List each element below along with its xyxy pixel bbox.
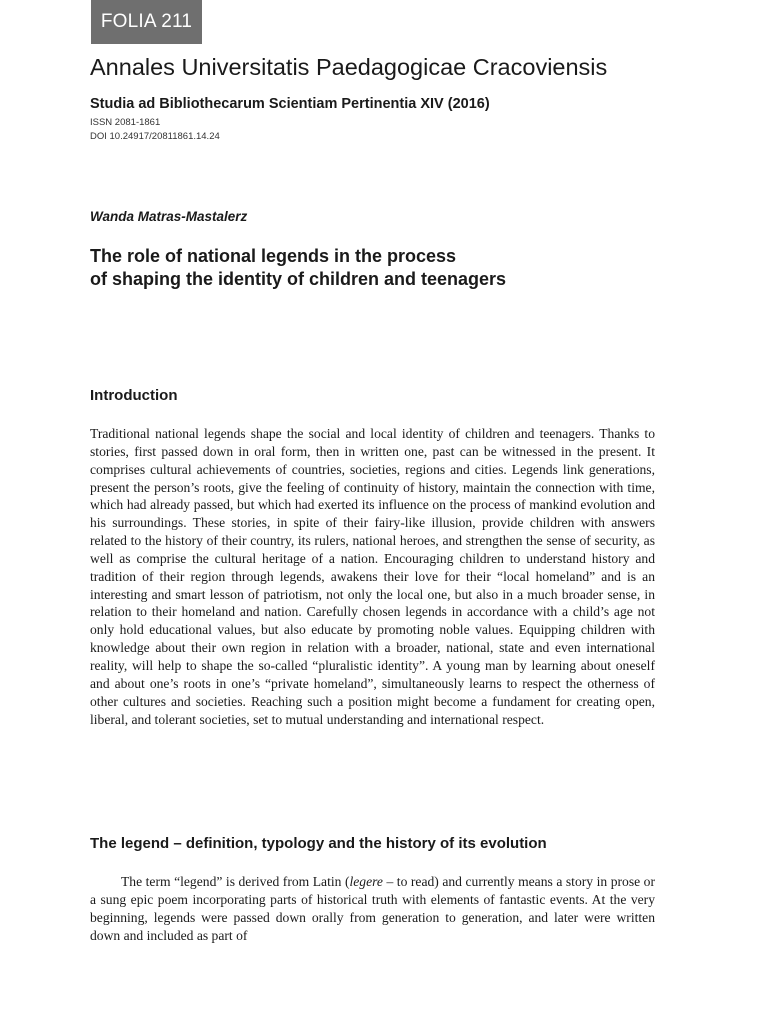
- section-heading-legend-definition: The legend – definition, typology and the history of its evolution: [90, 835, 547, 852]
- article-title: [90, 245, 506, 291]
- doi[interactable]: DOI 10.24917/20811861.14.24: [90, 131, 220, 142]
- legend-paragraph-part-2: – to read) and currently means a story in prose or a sung epic poem incorporating parts of historical truth with elements of fantastic events. At the very beginning, legends were passed down orally from generation to generation, and later were written down and included as part of: [90, 874, 655, 943]
- journal-title: Annales Universitatis Paedagogicae Cracoviensis: [90, 54, 608, 80]
- legend-paragraph: [90, 873, 655, 944]
- section-heading-introduction: Introduction: [90, 387, 178, 404]
- legend-paragraph-part-1: The term “legend” is derived from Latin (: [121, 874, 350, 889]
- article-title-line-1: The role of national legends in the process: [90, 246, 457, 266]
- folia-badge: FOLIA 211: [91, 0, 202, 44]
- issn: ISSN 2081-1861: [90, 117, 161, 128]
- legend-paragraph-latin-term: legere: [349, 874, 383, 889]
- article-title-line-2: of shaping the identity of children and teenagers: [90, 269, 507, 289]
- journal-series: Studia ad Bibliothecarum Scientiam Pertinentia XIV (2016): [90, 96, 490, 112]
- author-name: Wanda Matras-Mastalerz: [90, 209, 248, 224]
- introduction-paragraph: Traditional national legends shape the social and local identity of children and teenagers. Thanks to stories, first passed down in oral form, then in written one, past can be witnessed in the present. It comprises cultural achievements of countries, societies, regions and cities. Legends link generations, present the person’s roots, give the feeling of continuity of history, maintain the connection with time, which had already passed, but which had exerted its influence on the process of mankind evolution and his surroundings. These stories, in spite of their fairy-like illusion, provide children with answers related to the history of their country, its rulers, national heroes, and strengthen the sense of security, as well as comprise the cultural heritage of a nation. Encouraging children to understand history and tradition of their region through legends, awakens their love for their “local homeland” and is an interesting and smart lesson of patriotism, not only the local one, but also in a much broader sense, in relation to their homeland and nation. Carefully chosen legends in accordance with a child’s age not only hold educational values, but also educate by promoting noble values. Equipping children with knowledge about their own region in relation with a broader, national, state and even international reality, will help to shape the so-called “pluralistic identity”. A young man by learning about oneself and about one’s roots in one’s “private homeland”, simultaneously learns to respect the otherness of other cultures and societies. Reaching such a position might become a fundament for creating open, liberal, and tolerant societies, set to mutual understanding and international respect.: [90, 426, 655, 727]
